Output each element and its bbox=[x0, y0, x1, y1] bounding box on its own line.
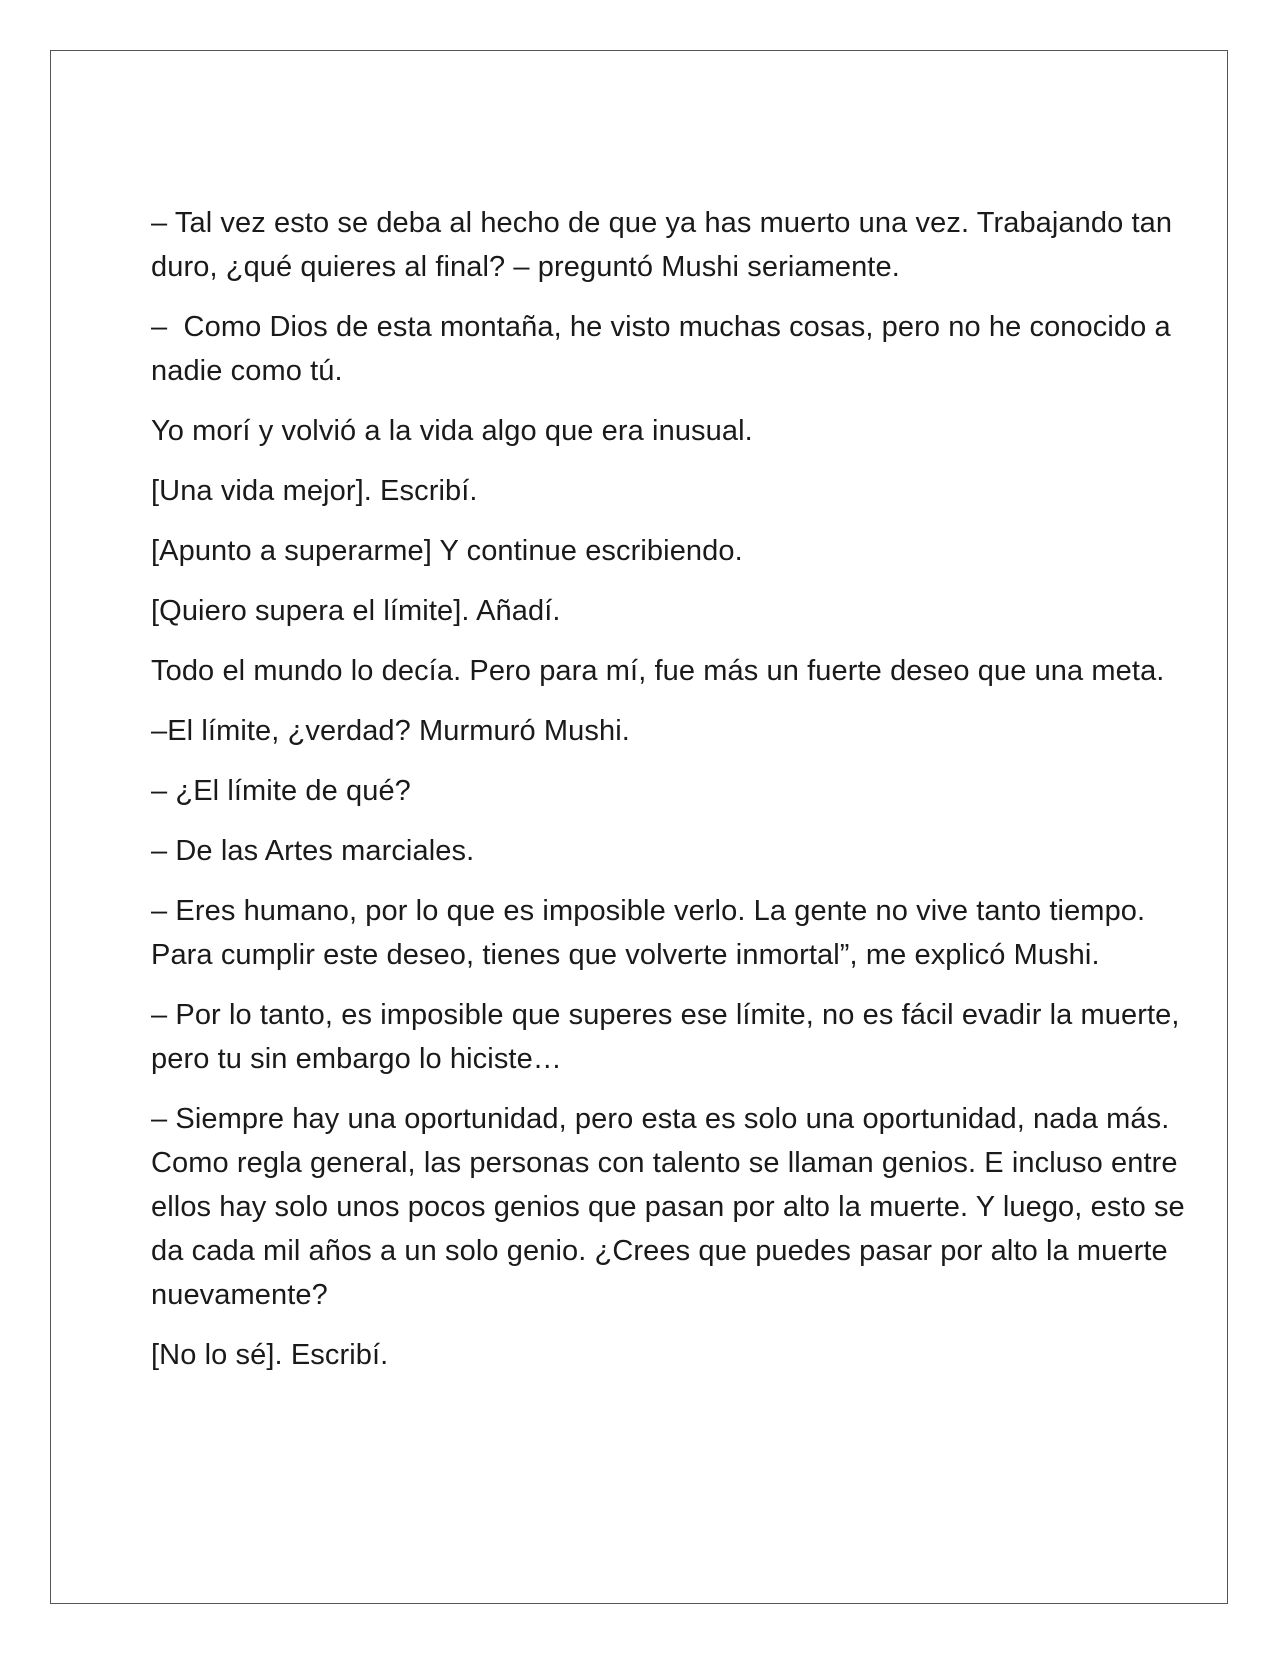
paragraph-13: – Siempre hay una oportunidad, pero esta es solo una oportunidad, nada más. Como regla general, las personas con talento se llaman genios. E incluso entre ellos hay solo unos pocos genios que pasan por alto la muerte. Y luego, esto se da cada mil años a un solo genio. ¿Crees que puedes pasar por alto la muerte nuevamente? bbox=[151, 1103, 1193, 1311]
paragraph-6: [Quiero supera el límite]. Añadí. bbox=[151, 595, 561, 627]
paragraph-12: – Por lo tanto, es imposible que superes ese límite, no es fácil evadir la muerte, pero tu sin embargo lo hiciste… bbox=[151, 999, 1188, 1075]
paragraph-11: – Eres humano, por lo que es imposible verlo. La gente no vive tanto tiempo. Para cumplir este deseo, tienes que volverte inmortal”, me explicó Mushi. bbox=[151, 895, 1154, 971]
paragraph-1: – Tal vez esto se deba al hecho de que ya has muerto una vez. Trabajando tan duro, ¿qué quieres al final? – preguntó Mushi seriamente. bbox=[151, 207, 1181, 283]
paragraph-7: Todo el mundo lo decía. Pero para mí, fue más un fuerte deseo que una meta. bbox=[151, 655, 1165, 687]
page-frame bbox=[50, 50, 1228, 1604]
paragraph-8: –El límite, ¿verdad? Murmuró Mushi. bbox=[151, 715, 630, 747]
paragraph-10: – De las Artes marciales. bbox=[151, 835, 475, 867]
paragraph-14: [No lo sé]. Escribí. bbox=[151, 1339, 389, 1371]
paragraph-2: – Como Dios de esta montaña, he visto muchas cosas, pero no he conocido a nadie como tú. bbox=[151, 311, 1179, 387]
paragraph-5: [Apunto a superarme] Y continue escribiendo. bbox=[151, 535, 743, 567]
page-body bbox=[151, 201, 1191, 1393]
paragraph-9: – ¿El límite de qué? bbox=[151, 775, 411, 807]
paragraph-4: [Una vida mejor]. Escribí. bbox=[151, 475, 478, 507]
paragraph-3: Yo morí y volvió a la vida algo que era inusual. bbox=[151, 415, 753, 447]
